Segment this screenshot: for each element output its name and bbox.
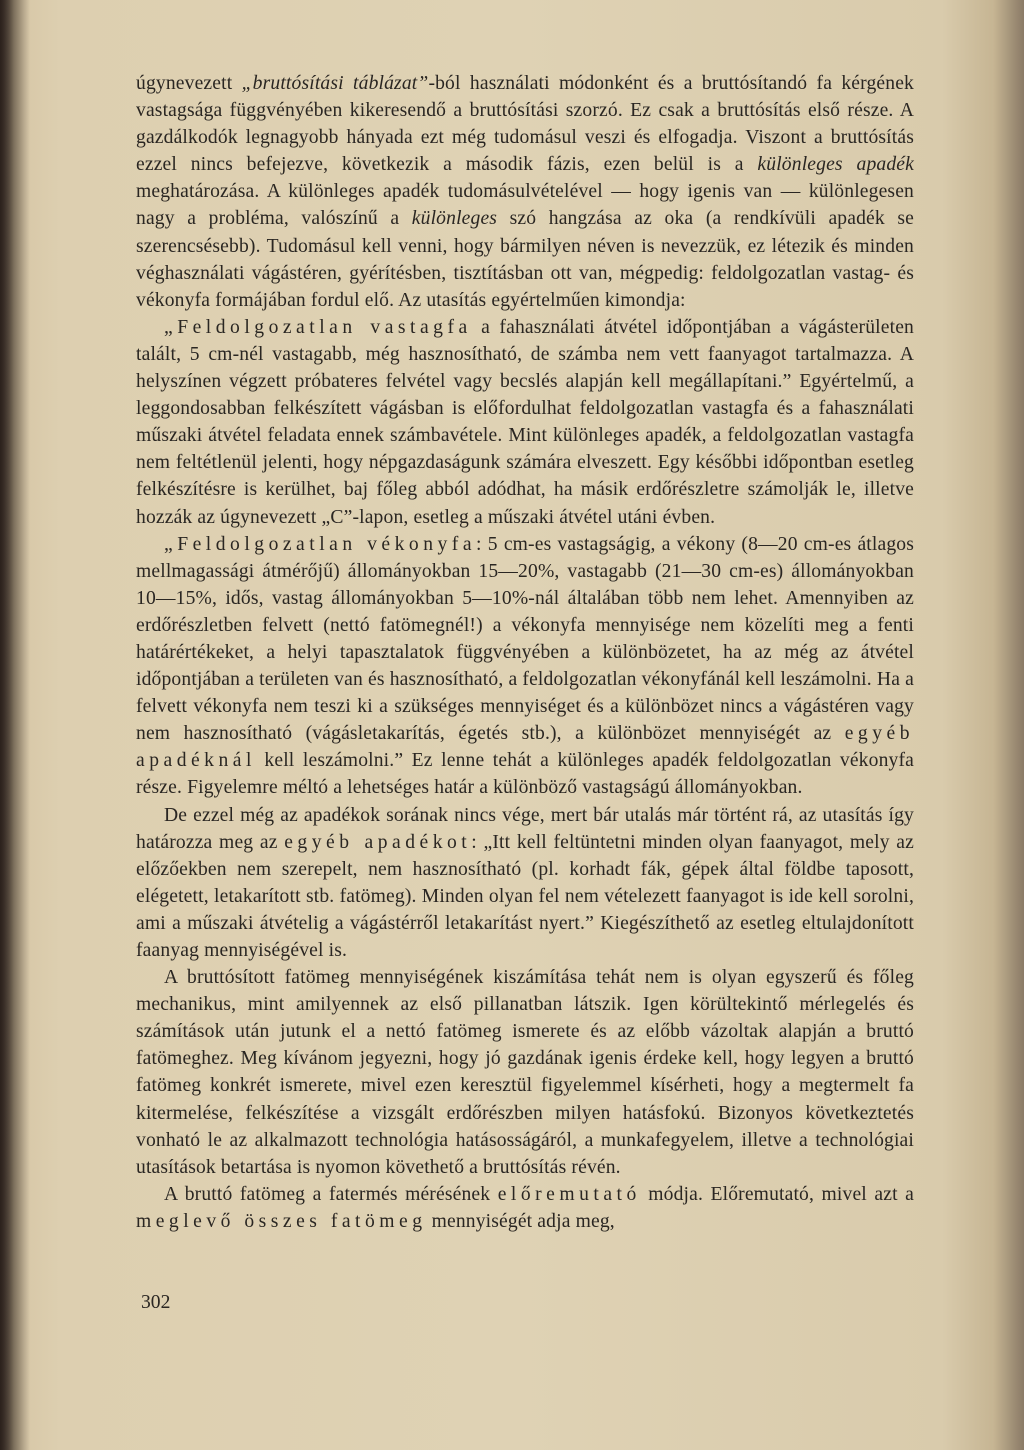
italic-term: különleges bbox=[411, 208, 498, 230]
spaced-term: egyéb apadéknál bbox=[136, 723, 914, 772]
spaced-term: előremutató bbox=[497, 1183, 641, 1205]
spaced-term: meglevő összes fatömeg bbox=[136, 1210, 427, 1232]
paragraph-2: „Feldolgozatlan vastagfa a fahasználati átvétel időpontjában a vágásterületen talált, 5 cm-nél vastagabb, még hasznosítható, de számba nem vett faanyagot tartalmazza. A helyszínen végzett próbateres felvétel vagy becslés alapján kell megállapítani.” Egyértelmű, a leggondosabban felkészített vágásban is előfordulhat feldolgozatlan vastagfa és a fahasználati műszaki átvétel feladata ennek számbavétele. Mint különleges apadék, a feldolgozatlan vastagfa nem feltétlenül jelenti, hogy népgazdaságunk számára elveszett. Egy későbbi időpontban esetleg felkészítésre is kerülhet, baj főleg abból adódhat, ha másik erdőrészletre számolják le, illetve hozzák az úgynevezett „C”-lapon, esetleg a műszaki átvétel utáni évben. bbox=[136, 316, 914, 528]
italic-term: különleges apadék bbox=[757, 154, 914, 176]
binding-shadow bbox=[0, 0, 30, 1450]
paragraph-6: A bruttó fatömeg a fatermés mérésének előremutató módja. Előremutató, mivel azt a meglevő összes fatömeg mennyiségét adja meg, bbox=[136, 1183, 915, 1232]
spaced-term: „Feldolgozatlan vastagfa bbox=[164, 316, 472, 338]
spaced-term: „Feldolgozatlan vékonyfa bbox=[164, 533, 477, 555]
paragraph-4: De ezzel még az apadékok sorának nincs vége, mert bár utalás már történt rá, az utasítás így határozza meg az egyéb apadékot: „Itt kell feltüntetni minden olyan faanyagot, mely az előzőekben nem szerepelt, nem hasznosítható (pl. korhadt fák, gépek által földbe taposott, elégetett, letakarított stb. fatömeg). Minden olyan fel nem vételezett faanyagot is ide kell sorolni, ami a műszaki átvételig a vágástérről letakarítást nyert.” Kiegészíthető az esetleg eltulajdonított faanyag mennyiségével is. bbox=[136, 804, 915, 961]
page-number: 302 bbox=[141, 1292, 171, 1313]
paragraph-5: A bruttósított fatömeg mennyiségének kiszámítása tehát nem is olyan egyszerű és főleg mechanikus, mint amilyennek az első pillanatban látszik. Igen körültekintő mérlegelés és számítások után jutunk el a nettó fatömeg ismerete és az előbb vázoltak alapján a bruttó fatömeghez. Meg kívánom jegyezni, hogy jó gazdának igenis érdeke kell, hogy legyen a bruttó fatömeg konkrét ismerete, mivel ezen keresztül figyelemmel kísérheti, hogy a megtermelt fa kitermelése, felkészítése a vizsgált erdőrészben milyen hatásfokú. Bizonyos következtetés vonható le az alkalmazott technológia hatásosságáról, a munkafegyelem, illetve a technológiai utasítások betartása is nyomon követhető a bruttósítás révén. bbox=[136, 967, 914, 1178]
paragraph-3: „Feldolgozatlan vékonyfa: 5 cm-es vastagságig, a vékony (8—20 cm-es átlagos mellmagassági átmérőjű) állományokban 15—20%, vastagabb (21—30 cm-es) állományokban 10—15%, idős, vastag állományokban 5—10%-nál általában több nem lehet. Amennyiben az erdőrészletben felvett (nettó fatömegnél!) a vékonyfa mennyisége nem közelíti meg a fenti határértékeket, a helyi tapasztalatok függvényében a különbözetet, ha az még az átvétel időpontjában a területen van és hasznosítható, a feldolgozatlan vékonyfánál kell leszámolni. Ha a felvett vékonyfa nem teszi ki a szükséges mennyiséget és a különbözet nincs a vágástéren vagy nem hasznosítható (vágásletakarítás, égetés stb.), a különbözet mennyiségét az egyéb apadéknál kell leszámolni.” Ez lenne tehát a különleges apadék feldolgozatlan vékonyfa része. Figyelemre méltó a lehetséges határ a különböző vastagságú állományokban. bbox=[136, 533, 914, 799]
spaced-term: egyéb apadékot bbox=[284, 831, 472, 853]
body-text bbox=[136, 70, 914, 1235]
italic-term: „bruttósítási táblázat” bbox=[241, 73, 429, 94]
paragraph-1: úgynevezett „bruttósítási táblázat”-ból használati módonként és a bruttósítandó fa kérgének vastagsága függvényében kikeresendő a bruttósítási szorzó. Ez csak a bruttósítás első része. A gazdálkodók legnagyobb hányada ezt még tudomásul veszi és elfogadja. Viszont a bruttósítás ezzel nincs befejezve, következik a második fázis, ezen belül is a különleges apadék meghatározása. A különleges apadék tudomásulvételével — hogy igenis van — különlegesen nagy a probléma, valószínű a különleges szó hangzása az oka (a rendkívüli apadék se szerencsésebb). Tudomásul kell venni, hogy bármilyen néven is nevezzük, ez létezik és minden véghasználati vágástéren, gyérítésben, tisztításban ott van, mégpedig: feldolgozatlan vastag- és vékonyfa formájában fordul elő. Az utasítás egyértelműen kimondja: bbox=[136, 73, 915, 311]
